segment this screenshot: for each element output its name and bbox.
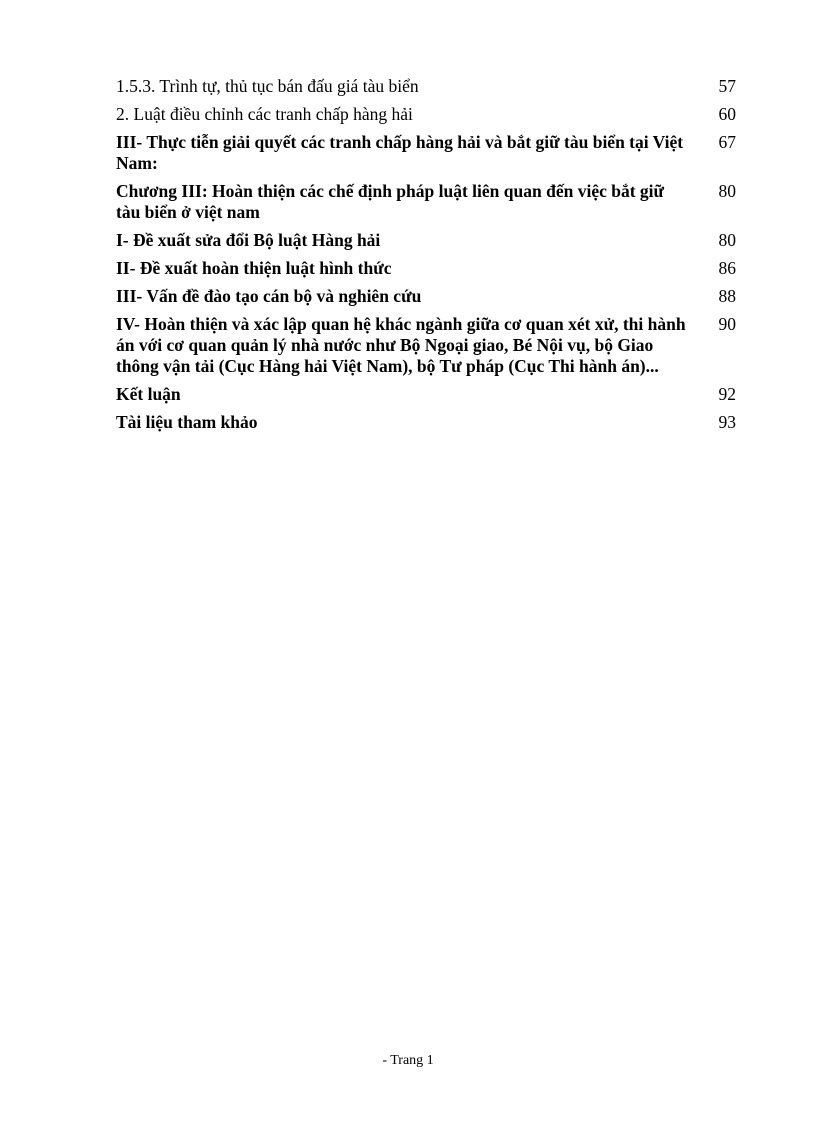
toc-entry-page: 86 bbox=[718, 258, 736, 278]
toc-entry-title: II- Đề xuất hoàn thiện luật hình thức bbox=[116, 258, 392, 278]
toc-entry-title: 2. Luật điều chỉnh các tranh chấp hàng hải bbox=[116, 104, 413, 124]
page-number-label: - Trang 1 bbox=[382, 1053, 434, 1068]
toc-entry bbox=[116, 384, 736, 405]
toc-entry-page: 57 bbox=[718, 76, 736, 96]
toc-entry-title: I- Đề xuất sửa đổi Bộ luật Hàng hải bbox=[116, 230, 381, 250]
toc-entry bbox=[116, 76, 736, 97]
toc-entry-title: Kết luận bbox=[116, 384, 181, 404]
toc-entry-page: 80 bbox=[718, 230, 736, 250]
toc-entry bbox=[116, 314, 736, 377]
toc-entry bbox=[116, 181, 736, 223]
toc-entry-title: 1.5.3. Trình tự, thủ tục bán đấu giá tàu biển bbox=[116, 76, 419, 96]
toc-entry bbox=[116, 230, 736, 251]
toc-entry-page: 67 bbox=[718, 132, 736, 152]
toc-entry-title: IV- Hoàn thiện và xác lập quan hệ khác ngành giữa cơ quan xét xử, thi hành án với cơ quan quản lý nhà nước như Bộ Ngoại giao, Bé Nội vụ, bộ Giao thông vận tải (Cục Hàng hải Việt Nam), bộ Tư pháp (Cục Thi hành án)... bbox=[116, 314, 686, 376]
toc-entry bbox=[116, 104, 736, 125]
toc-entry-page: 60 bbox=[718, 104, 736, 124]
toc-entry-page: 90 bbox=[718, 314, 736, 334]
toc-entry bbox=[116, 412, 736, 433]
toc-entry-title: III- Vấn đề đào tạo cán bộ và nghiên cứu bbox=[116, 286, 422, 306]
toc-entry-title: III- Thực tiễn giải quyết các tranh chấp hàng hải và bắt giữ tàu biển tại Việt Nam: bbox=[116, 132, 684, 173]
toc-entry bbox=[116, 258, 736, 279]
toc-entry-title: Tài liệu tham khảo bbox=[116, 412, 258, 432]
toc-entry-title: Chương III: Hoàn thiện các chế định pháp luật liên quan đến việc bắt giữ tàu biển ở việt nam bbox=[116, 181, 665, 222]
toc-entry-page: 93 bbox=[718, 412, 736, 432]
toc-entry bbox=[116, 286, 736, 307]
table-of-contents bbox=[116, 76, 736, 440]
toc-entry-page: 88 bbox=[718, 286, 736, 306]
page-footer bbox=[0, 1052, 816, 1070]
toc-entry-page: 80 bbox=[718, 181, 736, 201]
toc-entry-page: 92 bbox=[718, 384, 736, 404]
toc-entry bbox=[116, 132, 736, 174]
